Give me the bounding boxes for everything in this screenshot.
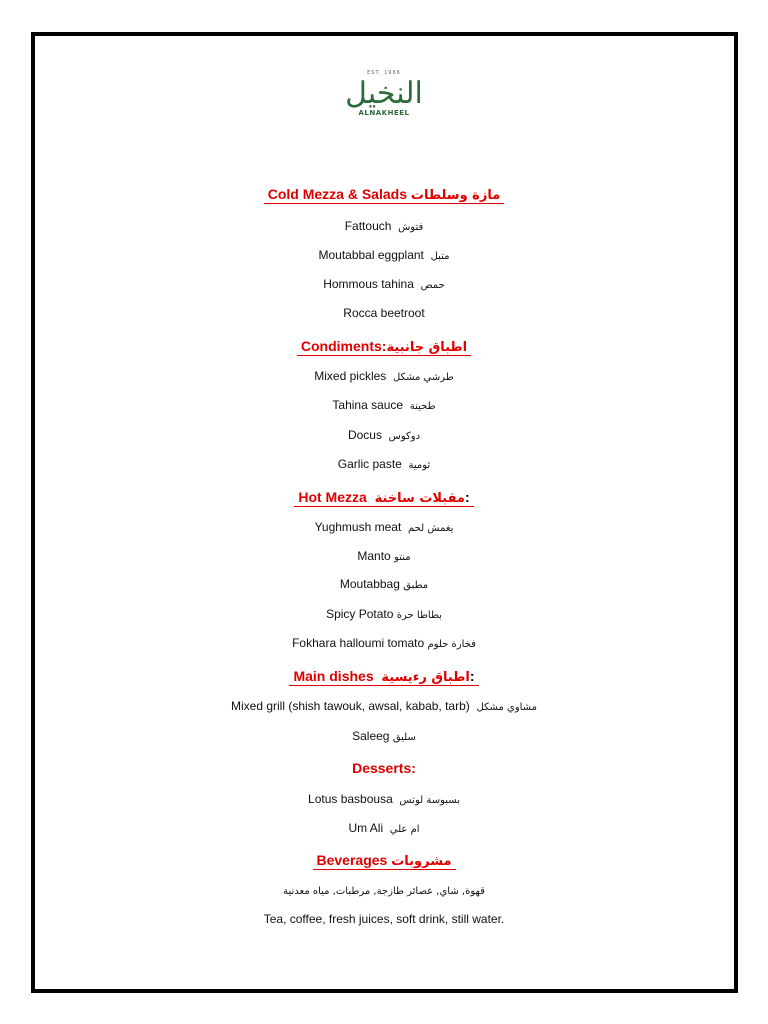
item-en: Um Ali (348, 821, 384, 835)
menu-item (0, 698, 768, 716)
menu-item (0, 548, 768, 566)
menu-item (0, 276, 768, 294)
logo-arabic: النخيل (345, 76, 423, 111)
beverages-arabic-line (0, 882, 768, 900)
item-en: Mixed pickles (314, 369, 387, 383)
item-en: Mixed grill (shish tawouk, awsal, kabab, tarb) (231, 699, 470, 713)
item-en: Tahina sauce (332, 398, 404, 412)
menu-item (0, 519, 768, 537)
cold-title-ar: مازة وسلطات (410, 188, 501, 203)
condiments-title-en: Condiments: (300, 338, 387, 354)
item-ar: فخارة حلوم (427, 639, 476, 650)
logo-est: EST. 1986 (367, 70, 401, 76)
item-en: Spicy Potato (326, 607, 394, 621)
item-ar: طرشي مشكل (392, 372, 454, 383)
item-en: Moutabbal eggplant (318, 248, 424, 262)
menu-item (0, 368, 768, 386)
beverages-section-title (0, 851, 768, 871)
item-ar: مطبق (403, 580, 429, 591)
main-section-title (0, 667, 768, 687)
item-ar: سليق (392, 732, 416, 743)
item-ar: ام علي (389, 824, 420, 835)
condiments-title-ar: اطباق جانبية (386, 340, 468, 355)
cold-section-title (0, 185, 768, 205)
item-ar: متبل (430, 251, 450, 262)
menu-item (0, 635, 768, 653)
item-en: Saleeg (352, 729, 390, 743)
hot-title-ar: مقبلات ساخنة (374, 491, 465, 506)
beverages-en: Tea, coffee, fresh juices, soft drink, still water. (263, 912, 505, 926)
item-ar: ثومية (408, 460, 431, 471)
menu-item (0, 305, 768, 321)
cold-title-en: Cold Mezza & Salads (267, 186, 407, 202)
hot-section-title (0, 488, 768, 508)
menu-item (0, 218, 768, 236)
item-ar: طحينة (409, 401, 436, 412)
item-ar: حمص (420, 280, 445, 291)
alnakheel-logo (330, 70, 438, 138)
page-border (31, 32, 738, 993)
main-title-colon: : (469, 668, 475, 684)
menu-item (0, 791, 768, 809)
condiments-section-title (0, 337, 768, 357)
item-en: Rocca beetroot (343, 306, 425, 320)
item-ar: دوكوس (388, 431, 421, 442)
item-en: Hommous tahina (323, 277, 414, 291)
item-ar: يغمش لحم (407, 523, 454, 534)
beverages-title-en: Beverages (316, 852, 388, 868)
desserts-section-title (0, 759, 768, 777)
item-ar: فتوش (398, 222, 424, 233)
hot-title-en: Hot Mezza (298, 489, 367, 505)
item-en: Yughmush meat (314, 520, 402, 534)
item-en: Fattouch (344, 219, 392, 233)
menu-item (0, 427, 768, 445)
beverages-ar: قهوة, شاي, عصائر طازجة, مرطبات, مياه معدنية (283, 886, 485, 897)
item-en: Docus (347, 428, 382, 442)
desserts-title-en: Desserts: (352, 760, 416, 776)
menu-item (0, 576, 768, 594)
item-en: Garlic paste (337, 457, 402, 471)
item-ar: منتو (394, 552, 411, 563)
main-title-ar: اطباق رءيسية (381, 670, 470, 685)
item-ar: مشاوي مشكل (476, 702, 537, 713)
item-en: Fokhara halloumi tomato (292, 636, 425, 650)
item-ar: بسبوسة لوتس (399, 795, 460, 806)
menu-item (0, 397, 768, 415)
hot-title-colon: : (464, 489, 470, 505)
main-title-en: Main dishes (293, 668, 374, 684)
item-en: Lotus basbousa (308, 792, 393, 806)
menu-item (0, 606, 768, 624)
menu-item (0, 820, 768, 838)
item-en: Moutabbag (339, 577, 400, 591)
beverages-title-ar: مشروبات (391, 854, 452, 869)
menu-item (0, 247, 768, 265)
menu-item (0, 728, 768, 746)
menu-item (0, 456, 768, 474)
item-ar: بطاطا حرة (396, 610, 442, 621)
item-en: Manto (357, 549, 391, 563)
logo-english: ALNAKHEEL (358, 109, 410, 117)
beverages-english-line (0, 911, 768, 927)
